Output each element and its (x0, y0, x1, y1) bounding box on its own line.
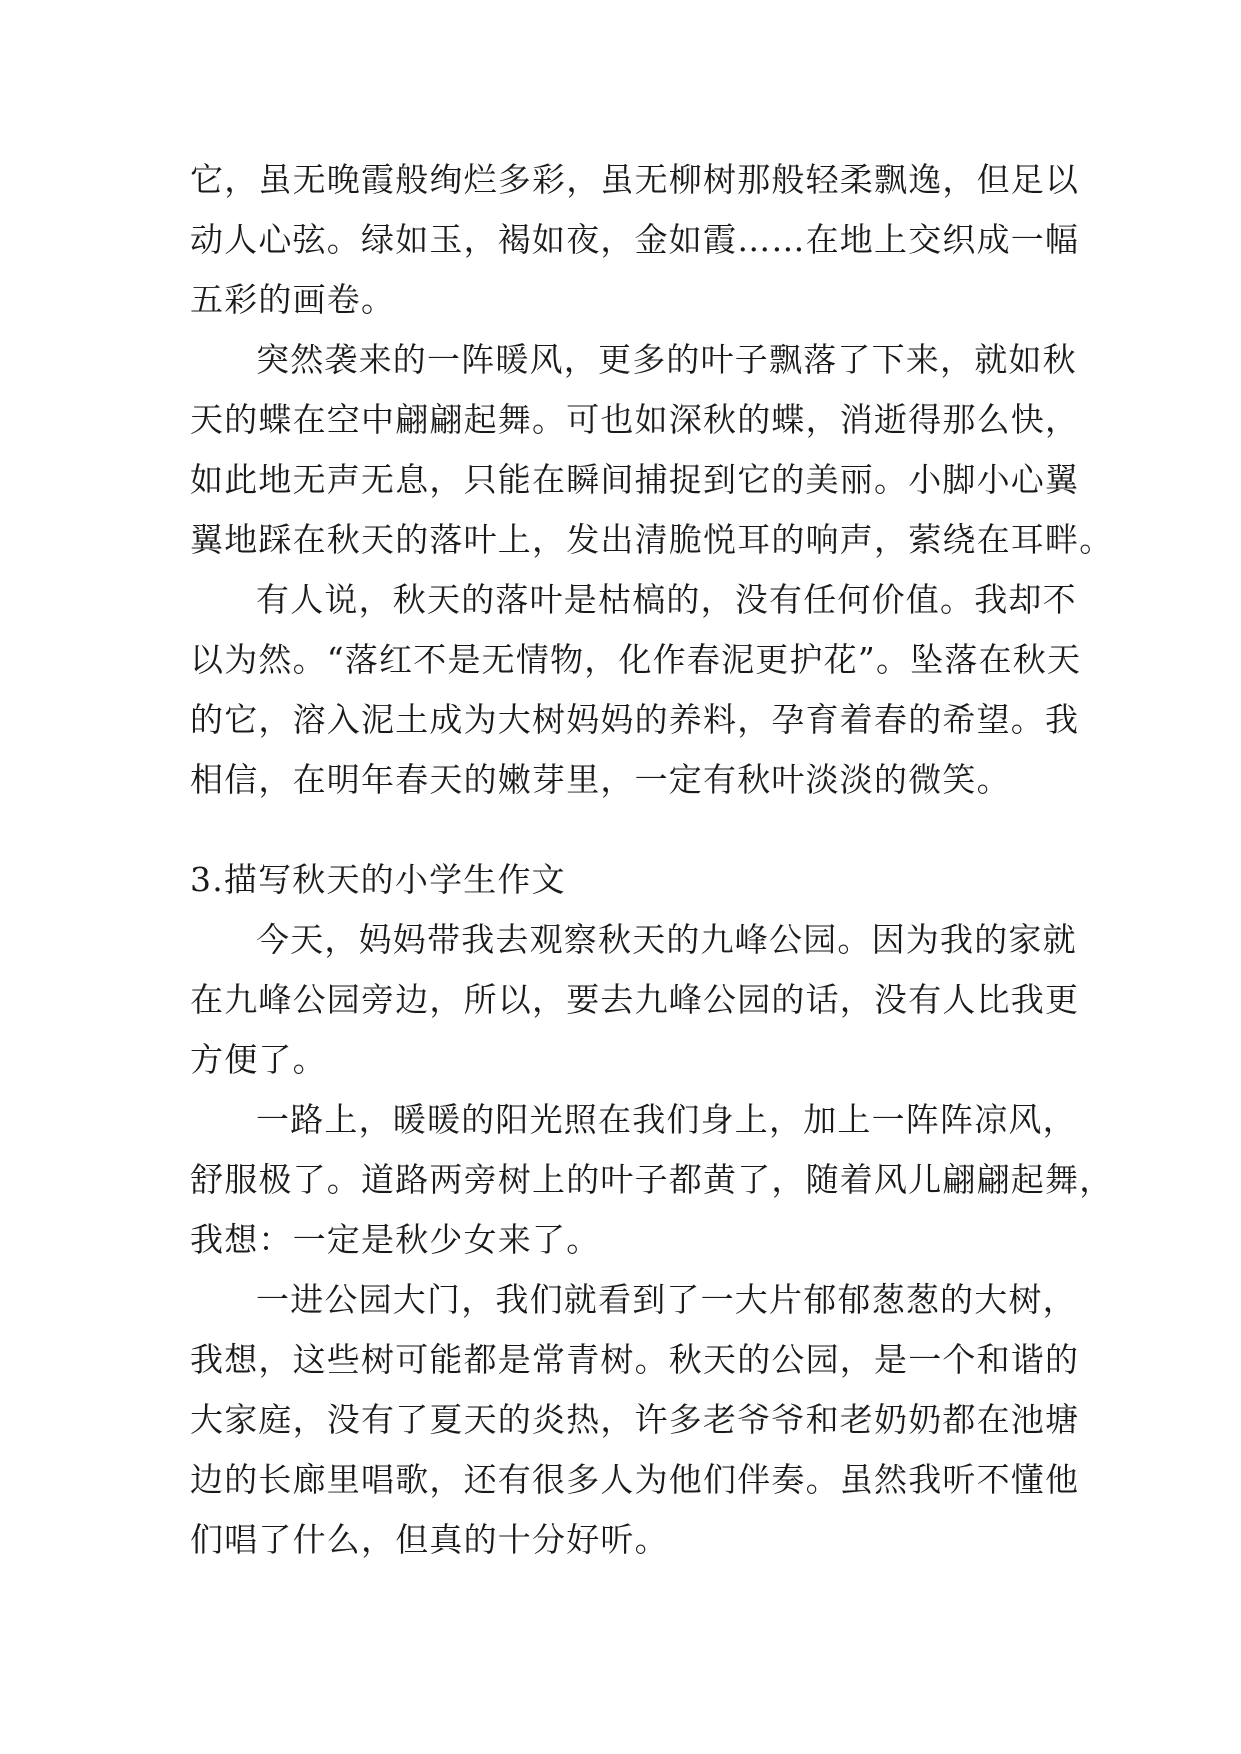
paragraph-line: 在九峰公园旁边，所以，要去九峰公园的话，没有人比我更 (190, 980, 1080, 1019)
paragraph-line: 我想：一定是秋少女来了。 (190, 1220, 601, 1259)
paragraph-line: 它，虽无晚霞般绚烂多彩，虽无柳树那般轻柔飘逸，但足以 (190, 160, 1080, 199)
essay-continuation (190, 150, 1114, 810)
paragraph-line: 方便了。 (190, 1040, 327, 1079)
essay-section-3 (190, 850, 1114, 1570)
paragraph-line: 翼地踩在秋天的落叶上，发出清脆悦耳的响声，萦绕在耳畔。 (190, 520, 1114, 559)
paragraph-line: 突然袭来的一阵暖风，更多的叶子飘落了下来，就如秋 (256, 340, 1077, 379)
paragraph-line: 相信，在明年春天的嫩芽里，一定有秋叶淡淡的微笑。 (190, 760, 1011, 799)
paragraph-line: 们唱了什么，但真的十分好听。 (190, 1520, 669, 1559)
paragraph-line: 的它，溶入泥土成为大树妈妈的养料，孕育着春的希望。我 (190, 700, 1080, 739)
paragraph-line: 一进公园大门，我们就看到了一大片郁郁葱葱的大树， (256, 1280, 1077, 1319)
paragraph-line: 一路上，暖暖的阳光照在我们身上，加上一阵阵凉风， (256, 1100, 1077, 1139)
paragraph-line: 以为然。“落红不是无情物，化作春泥更护花”。坠落在秋天 (190, 640, 1082, 679)
paragraph-line: 天的蝶在空中翩翩起舞。可也如深秋的蝶，消逝得那么快， (190, 400, 1080, 439)
section-heading: 3.描写秋天的小学生作文 (190, 860, 566, 899)
paragraph-line: 动人心弦。绿如玉，褐如夜，金如霞……在地上交织成一幅 (190, 220, 1080, 259)
paragraph-line: 今天，妈妈带我去观察秋天的九峰公园。因为我的家就 (256, 920, 1077, 959)
paragraph-line: 大家庭，没有了夏天的炎热，许多老爷爷和老奶奶都在池塘 (190, 1400, 1080, 1439)
paragraph-line: 有人说，秋天的落叶是枯槁的，没有任何价值。我却不 (256, 580, 1077, 619)
paragraph-line: 如此地无声无息，只能在瞬间捕捉到它的美丽。小脚小心翼 (190, 460, 1080, 499)
paragraph-line: 五彩的画卷。 (190, 280, 396, 319)
paragraph-line: 我想，这些树可能都是常青树。秋天的公园，是一个和谐的 (190, 1340, 1080, 1379)
paragraph-line: 边的长廊里唱歌，还有很多人为他们伴奏。虽然我听不懂他 (190, 1460, 1080, 1499)
paragraph-line: 舒服极了。道路两旁树上的叶子都黄了，随着风儿翩翩起舞， (190, 1160, 1114, 1199)
